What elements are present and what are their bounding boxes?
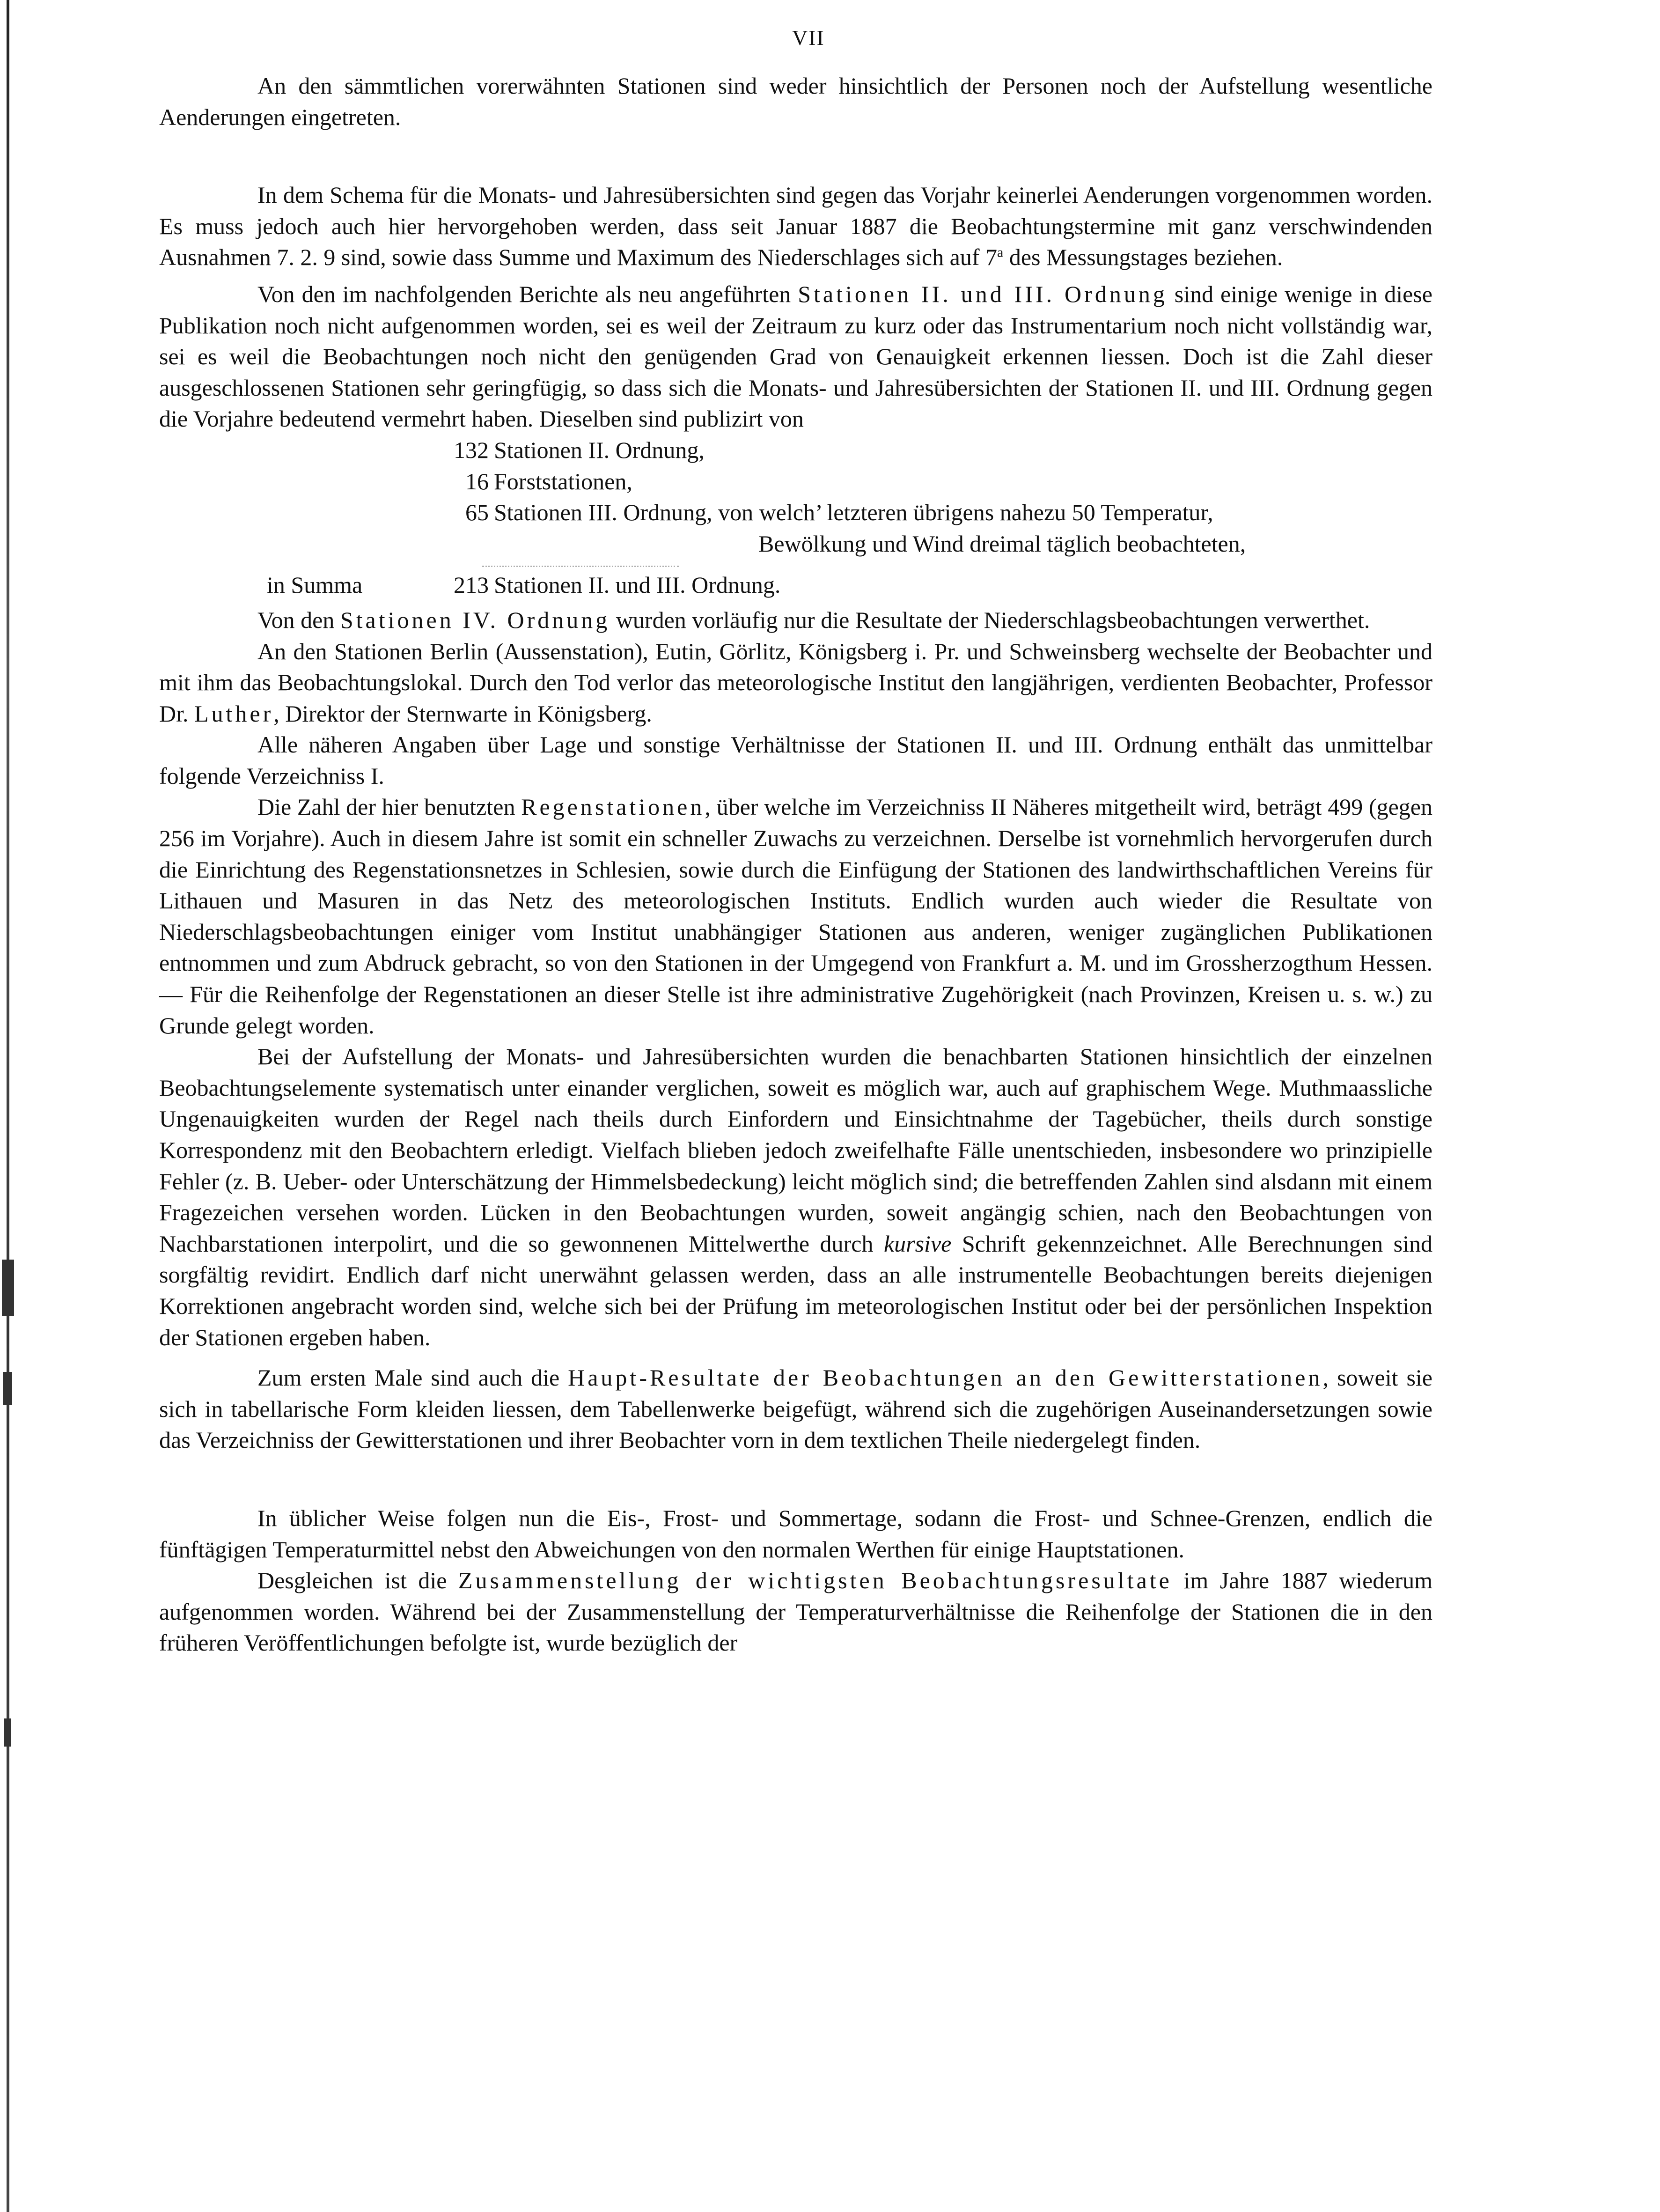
- paragraph-gap: [159, 133, 1432, 179]
- scan-edge-line: [7, 0, 9, 2212]
- paragraph: [159, 279, 1432, 435]
- sum-label: in Summa: [267, 572, 363, 598]
- paragraph-text: Die Zahl der hier benutzten: [257, 794, 522, 820]
- paragraph-text: Alle näheren Angaben über Lage und sonstige Verhältnisse der Stationen II. und III. Ordnung enthält das unmittelbar folgende Verzeichniss I.: [159, 731, 1432, 789]
- emphasis-spaced: Luther: [194, 700, 274, 727]
- paragraph-text: Bei der Aufstellung der Monats- und Jahresübersichten wurden die benachbarten Stationen hinsichtlich der einzelnen Beobachtungselemente systematisch unter einander verglichen, soweit es möglich war, auch auf graphischem Wege. Muthmaassliche Ungenauigkeiten wurden der Regel nach theils durch Einfordern und Einsichtnahme der Tagebücher, theils durch sonstige Korrespondenz mit den Beobachtern erledigt. Vielfach blieben jedoch zweifelhafte Fälle unentschieden, insbesondere wo prinzipielle Fehler (z. B. Ueber- oder Unterschätzung der Himmelsbedeckung) leicht möglich sind; die betreffenden Zahlen sind alsdann mit einem Fragezeichen versehen worden. Lücken in den Beobachtungen wurden, soweit angängig schien, nach den Beobachtungen von Nachbarstationen interpolirt, und die so gewonnenen Mittelwerthe durch: [159, 1043, 1432, 1257]
- paragraph-text: sind einige wenige in diese Publikation noch nicht aufgenommen worden, sei es weil der Zeitraum zu kurz oder das Instrumentarium noch nicht vollständig war, sei es weil die Beobachtungen noch nicht den genügenden Grad von Genauigkeit erkennen liessen. Doch ist die Zahl dieser ausgeschlossenen Stationen sehr geringfügig, so dass sich die Monats- und Jahresübersichten der Stationen II. und III. Ordnung gegen die Vorjahre bedeutend vermehrt haben. Dieselben sind publizirt von: [159, 280, 1432, 432]
- paragraph: [159, 1565, 1432, 1659]
- page-number: VII: [792, 26, 825, 50]
- paragraph-text: , soweit sie sich in tabellarische Form kleiden liessen, dem Tabellenwerke beigefügt, während sich die zugehörigen Auseinandersetzungen sowie das Verzeichniss der Gewitterstationen und ihrer Beobachter vorn in dem textlichen Theile niedergelegt finden.: [159, 1364, 1432, 1453]
- emphasis-spaced: Haupt-Resultate der Beobachtungen an den Gewitterstationen: [568, 1364, 1323, 1391]
- list-item: [159, 435, 1432, 466]
- paragraph-text: , Direktor der Sternwarte in Königsberg.: [273, 700, 652, 727]
- sum-text: Stationen II. und III. Ordnung.: [494, 572, 781, 598]
- list-text: Bewölkung und Wind dreimal täglich beobachteten,: [758, 530, 1246, 557]
- paragraph-text: In dem Schema für die Monats- und Jahresübersichten sind gegen das Vorjahr keinerlei Aenderungen vorgenommen worden. Es muss jedoch auch hier hervorgehoben werden, dass seit Januar 1887 die Beobachtungstermine mit ganz verschwindenden Ausnahmen 7. 2. 9 sind, sowie dass Summe und Maximum des Niederschlages sich auf 7: [159, 182, 1432, 271]
- paragraph-text: , über welche im Verzeichniss II Näheres mitgetheilt wird, beträgt 499 (gegen 256 im Vorjahre). Auch in diesem Jahre ist somit ein schneller Zuwachs zu verzeichnen. Derselbe ist vornehmlich hervorgerufen durch die Einrichtung des Regenstationsnetzes in Schlesien, sowie durch die Einfügung der Stationen des landwirthschaftlichen Vereins für Lithauen und Masuren in das Netz des meteorologischen Instituts. Endlich wurden auch wieder die Resultate von Niederschlagsbeobachtungen einiger vom Institut unabhängiger Stationen aus anderen, weniger zugänglichen Publikationen entnommen und zum Abdruck gebracht, so von den Stationen in der Umgegend von Frankfurt a. M. und im Grossherzogthum Hessen. — Für die Reihenfolge der Regenstationen an dieser Stelle ist ihre administrative Zugehörigkeit (nach Provinzen, Kreisen u. s. w.) zu Grunde gelegt worden.: [159, 794, 1432, 1039]
- paragraph: [159, 70, 1432, 133]
- paragraph-text: Desgleichen ist die: [257, 1567, 458, 1594]
- paragraph-text: An den sämmtlichen vorerwähnten Stationen sind weder hinsichtlich der Personen noch der Aufstellung wesentliche Aenderungen eingetreten.: [159, 73, 1432, 130]
- paragraph-text: wurden vorläufig nur die Resultate der Niederschlagsbeobachtungen verwerthet.: [610, 606, 1370, 633]
- list-text: Stationen III. Ordnung, von welch’ letzteren übrigens nahezu 50 Temperatur,: [494, 499, 1213, 526]
- emphasis-spaced: Stationen II. und III. Ordnung: [798, 280, 1168, 307]
- paragraph: [159, 791, 1432, 1041]
- paragraph-text: In üblicher Weise folgen nun die Eis-, Frost- und Sommertage, sodann die Frost- und Schnee-Grenzen, endlich die fünftägigen Temperaturmittel nebst den Abweichungen von den normalen Werthen für einige Hauptstationen.: [159, 1504, 1432, 1563]
- emphasis-spaced: Stationen IV. Ordnung: [340, 606, 610, 633]
- paragraph: [159, 636, 1432, 730]
- emphasis-italic: kursive: [883, 1230, 952, 1257]
- emphasis-spaced: Zusammenstellung der wichtigsten Beobachtungsresultate: [458, 1567, 1172, 1594]
- paragraph-text: Von den im nachfolgenden Berichte als neu angeführten: [257, 280, 798, 307]
- scan-edge-mark: [2, 1260, 14, 1316]
- list-item: [159, 528, 1432, 560]
- station-list: [159, 435, 1432, 601]
- paragraph: [159, 729, 1432, 791]
- paragraph: [159, 179, 1432, 273]
- emphasis-spaced: Regenstationen: [521, 794, 705, 820]
- paragraph-text: Schrift gekennzeichnet. Alle Berechnungen sind sorgfältig revidirt. Endlich darf nicht unerwähnt gelassen werden, dass an alle instrumentelle Beobachtungen bereits diejenigen Korrektionen angebracht worden sind, welche sich bei der Prüfung im meteorologischen Institut oder bei der persönlichen Inspektion der Stationen ergeben haben.: [159, 1230, 1432, 1350]
- paragraph-text: des Messungstages beziehen.: [1003, 244, 1283, 271]
- paragraph-text: im Jahre 1887 wiederum aufgenommen worden. Während bei der Zusammenstellung der Temperaturverhältnisse die Reihenfolge der Stationen die in den früheren Veröffentlichungen befolgte ist, wurde bezüglich der: [159, 1567, 1432, 1656]
- list-number: 65: [465, 499, 489, 526]
- sum-rule: [482, 566, 679, 567]
- sum-number: 213: [454, 572, 489, 598]
- scan-edge-mark: [4, 1718, 11, 1747]
- list-item: [159, 497, 1432, 528]
- list-number: 132: [454, 436, 489, 463]
- paragraph: [159, 605, 1432, 636]
- paragraph: [159, 1041, 1432, 1353]
- list-text: Stationen II. Ordnung,: [494, 436, 705, 463]
- paragraph-text: Zum ersten Male sind auch die: [257, 1364, 568, 1391]
- paragraph-text: Von den: [257, 606, 340, 633]
- scan-edge-mark: [3, 1372, 12, 1405]
- paragraph: [159, 1362, 1432, 1456]
- paragraph-gap: [159, 1456, 1432, 1503]
- station-sum: [159, 569, 1432, 601]
- paragraph-text: An den Stationen Berlin (Aussenstation), Eutin, Görlitz, Königsberg i. Pr. und Schweinsberg wechselte der Beobachter und mit ihm das Beobachtungslokal. Durch den Tod verlor das meteorologische Institut den langjährigen, verdienten Beobachter, Professor Dr.: [159, 638, 1432, 727]
- list-text: Forststationen,: [494, 468, 632, 494]
- list-item: [159, 466, 1432, 497]
- paragraph: [159, 1503, 1432, 1565]
- body-text: [159, 70, 1432, 1659]
- superscript: a: [997, 244, 1004, 260]
- list-number: 16: [465, 468, 489, 494]
